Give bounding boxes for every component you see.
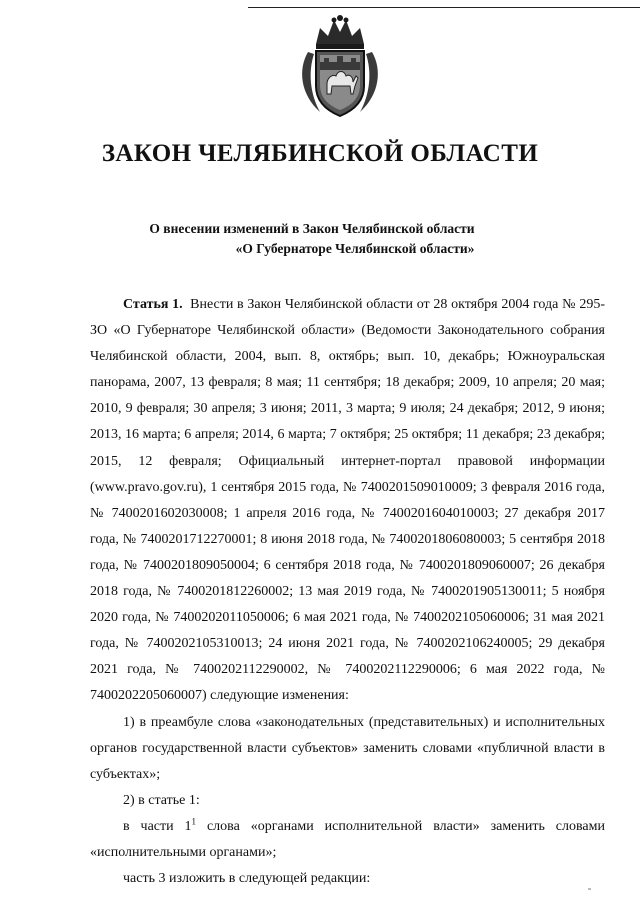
item-2: 2) в статье 1: (123, 792, 200, 808)
article-text: Внести в Закон Челябинской области от 28 октября 2004 года № 295-ЗО «О Губернаторе Челябинской области» (Ведомости Законодательного собрания Челябинской области, 2004, вып. 8, октябрь; вып. 10, декабрь; Южноуральская панорама, 2007, 13 февраля; 8 мая; 11 сентября; 18 декабря; 2009, 10 апреля; 20 мая; 2010, 9 февраля; 30 апреля; 3 июня; 2011, 3 марта; 9 июля; 24 декабря; 2012, 9 июня; 2013, 16 марта; 6 апреля; 2014, 6 марта; 7 октября; 25 октября; 11 декабря; 23 декабря; 2015, 12 февраля; Официальный интернет-портал правовой информации (www.pravo.gov.ru), 1 сентября 2015 года, № 7400201509010009; 3 февраля 2016 года, № 7400201602030008; 1 апреля 2016 года, № 7400201604010003; 27 декабря 2017 года, № 7400201712270001; 8 июня 2018 года, № 7400201806080003; 5 сентября 2018 года, № 7400201809050004; 6 сентября 2018 года, № 7400201809060007; 26 декабря 2018 года, № 7400201812260002; 13 мая 2019 года, № 7400201905130011; 5 ноября 2020 года, № 7400202011050006; 6 мая 2021 года, № 7400202105060006; 31 мая 2021 года, № 7400202105310013; 24 июня 2021 года, № 7400202106240005; 29 декабря 2021 года, № 7400202112290002, № 7400202112290006; 6 мая 2022 года, № 7400202205060007) следующие изменения: (90, 297, 606, 704)
law-title: ЗАКОН ЧЕЛЯБИНСКОЙ ОБЛАСТИ (101, 140, 539, 167)
top-rule (248, 7, 640, 8)
law-subtitle (0, 219, 640, 259)
item-1: 1) в преамбуле слова «законодательных (представительных) и исполнительных органов государственной власти субъектов» заменить словами «публичной власти в субъектах»; (90, 714, 605, 782)
scan-artifact (588, 888, 591, 890)
item-2a-superscript: 1 (191, 816, 197, 827)
item-2a-post: слова «органами исполнительной власти» заменить словами «исполнительными органами»; (90, 818, 605, 860)
item-2b: часть 3 изложить в следующей редакции: (123, 871, 371, 887)
article-label: Статья 1. (123, 297, 183, 312)
law-body (90, 292, 605, 892)
item-2a (90, 814, 605, 866)
item-2a-pre: в части 1 (123, 818, 192, 834)
article-1-paragraph (90, 292, 605, 710)
coat-of-arms-icon (294, 14, 386, 120)
subtitle-line-1: О внесении изменений в Закон Челябинской области (149, 221, 475, 236)
subtitle-line-2: «О Губернаторе Челябинской области» (235, 241, 475, 256)
